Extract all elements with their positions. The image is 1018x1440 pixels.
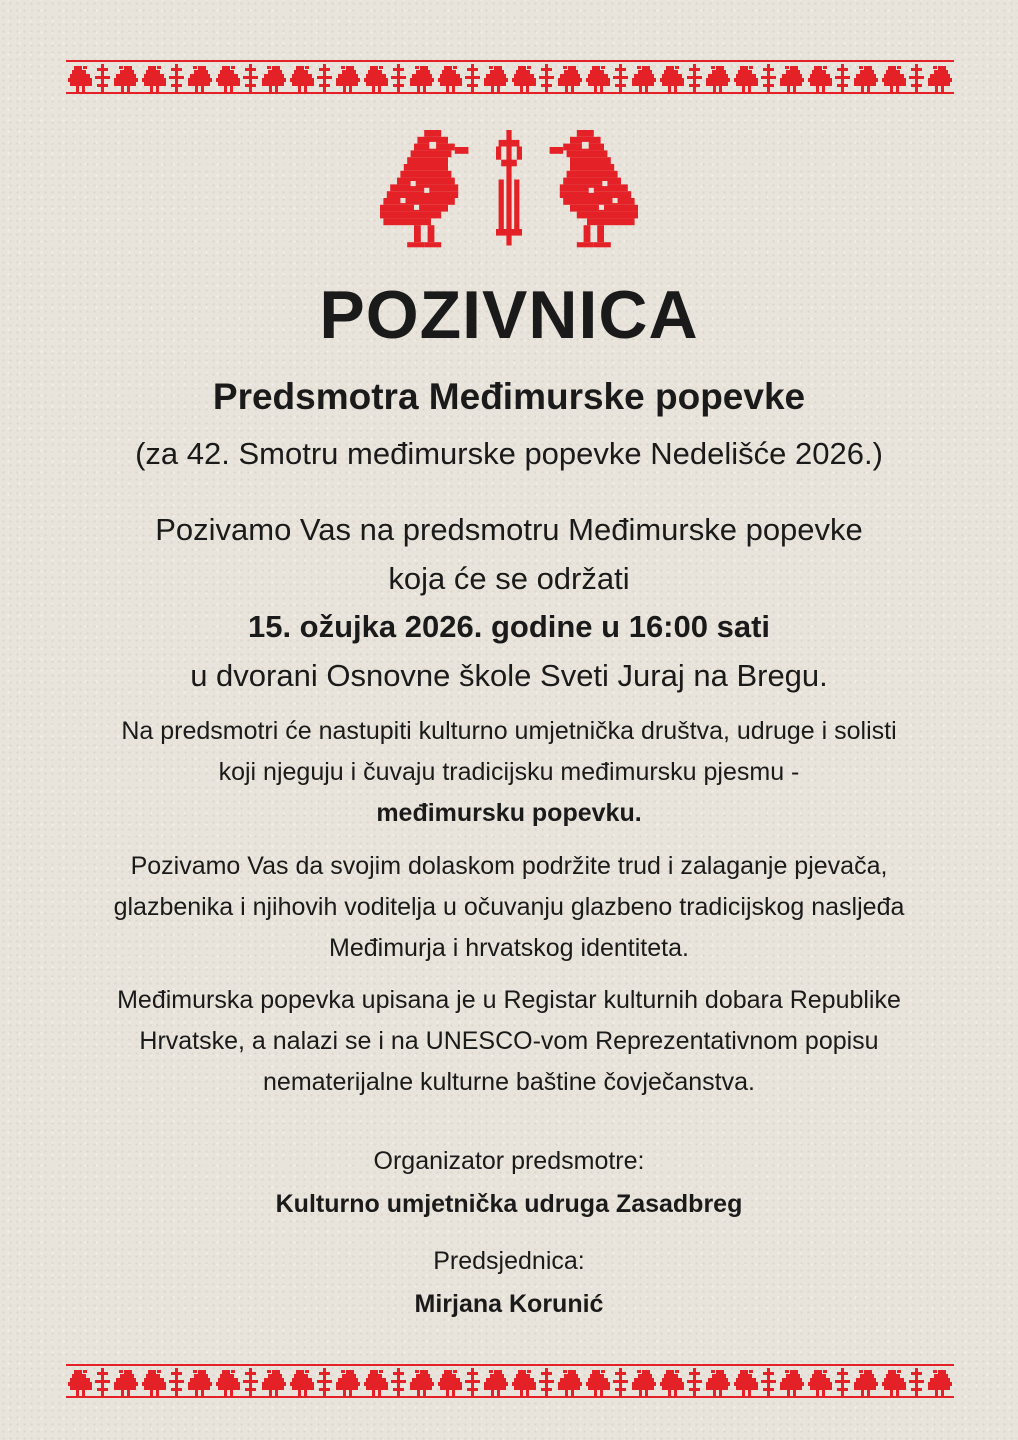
paragraph-line: Hrvatske, a nalazi se i na UNESCO-vom Reprezentativnom popisu	[139, 1027, 879, 1055]
president-name: Mirjana Korunić	[414, 1290, 604, 1318]
folk-birds-emblem-icon	[378, 126, 640, 252]
page-title: POZIVNICA	[319, 277, 699, 353]
event-subtitle: Predsmotra Međimurske popevke	[212, 376, 806, 417]
event-location: u dvorani Osnovne škole Sveti Juraj na Bregu.	[190, 657, 828, 693]
paragraph-line: glazbenika i njihovih voditelja u očuvanju glazbeno tradicijskog nasljeđa	[113, 893, 905, 921]
embroidery-border-icon	[66, 1356, 954, 1406]
organizer-name: Kulturno umjetnička udruga Zasadbreg	[275, 1190, 743, 1218]
paragraph-invitation	[0, 846, 1018, 969]
invitation-line: Pozivamo Vas na predsmotru Međimurske popevke	[155, 512, 863, 547]
paragraph-line: Na predsmotri će nastupiti kulturno umjetnička društva, udruge i solisti	[121, 717, 897, 745]
embroidery-border-icon	[66, 52, 954, 102]
invitation-line: koja će se održati	[388, 560, 630, 596]
bottom-embroidery-border	[66, 1356, 954, 1406]
paragraph-line: Pozivamo Vas da svojim dolaskom podržite trud i zalaganje pjevača,	[130, 852, 888, 880]
event-subtitle-note: (za 42. Smotru međimurske popevke Nedelišće 2026.)	[135, 436, 883, 471]
paragraph-line: Međimurja i hrvatskog identiteta.	[329, 934, 689, 962]
organizer-label: Organizator predsmotre:	[373, 1147, 645, 1175]
paragraph-line: koji njeguju i čuvaju tradicijsku međimursku pjesmu -	[218, 758, 800, 786]
organizer-block	[0, 1140, 1018, 1226]
paragraph-line: međimursku popevku.	[376, 799, 642, 827]
paragraph-heritage	[0, 980, 1018, 1103]
event-date: 15. ožujka 2026. godine u 16:00 sati	[247, 609, 771, 644]
top-embroidery-border	[66, 52, 954, 102]
president-label: Predsjednica:	[433, 1247, 585, 1275]
paragraph-line: Međimurska popevka upisana je u Registar kulturnih dobara Republike	[117, 986, 901, 1014]
invitation-text	[0, 506, 1018, 700]
president-block	[0, 1240, 1018, 1326]
paragraph-performers	[0, 711, 1018, 834]
paragraph-line: nematerijalne kulturne baštine čovječanstva.	[263, 1068, 755, 1096]
